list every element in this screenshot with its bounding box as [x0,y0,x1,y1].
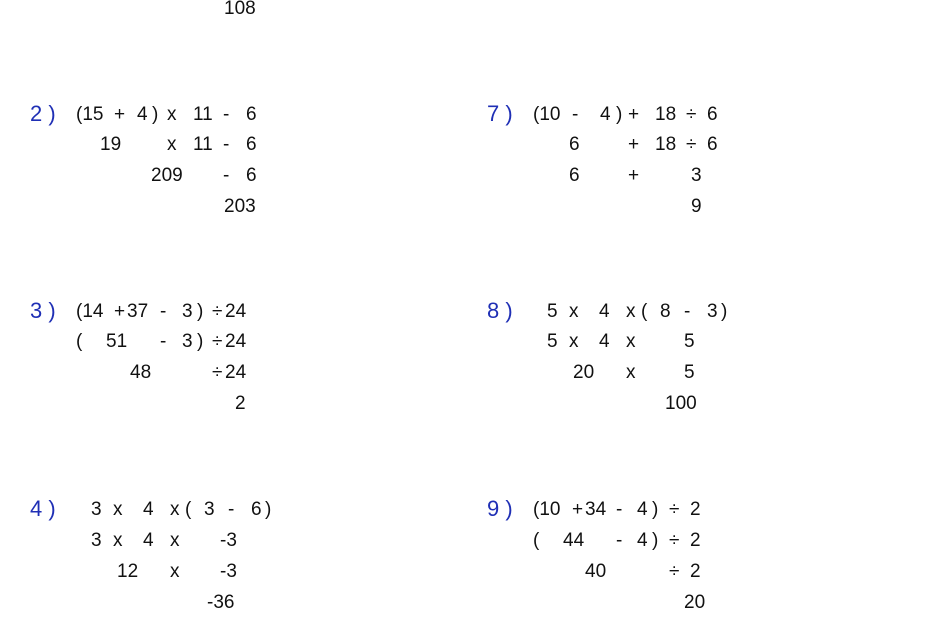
step-token: 12 [117,561,139,582]
step-token: ) [152,104,159,125]
step-token: - [616,530,623,551]
step-token: x [569,331,579,352]
step-token: - [684,301,691,322]
step-token: 6 [707,104,718,125]
step-token: 5 [547,301,558,322]
step-token: 4 [143,499,154,520]
step-token: ÷ [212,362,223,383]
step-token: 3 [691,165,702,186]
step-token: ÷ [686,134,697,155]
problem-number: 8 ) [487,298,513,323]
step-token: -3 [220,530,237,551]
step-token: 4 [599,331,610,352]
step-token: 48 [130,362,152,383]
step-token: x [626,301,636,322]
step-token: - [223,134,230,155]
step-token: ) [197,301,204,322]
step-token: 18 [655,104,677,125]
step-token: x [569,301,579,322]
step-token: 11 [193,134,213,155]
step-token: 2 [690,530,701,551]
step-result: 203 [224,196,256,217]
step-token: ) [197,331,204,352]
step-token: x [170,499,180,520]
step-token: 24 [225,301,247,322]
step-token: 3 [91,499,102,520]
step-token: 2 [690,561,701,582]
step-token: x [167,104,177,125]
step-token: ( [533,530,540,551]
step-token: 3 [204,499,215,520]
step-token: x [170,561,180,582]
step-token: 6 [246,134,257,155]
step-token: 3 [707,301,718,322]
step-token: x [170,530,180,551]
step-token: - [572,104,579,125]
step-token: ÷ [686,104,697,125]
step-result: 9 [691,196,702,217]
step-token: 34 [585,499,607,520]
step-token: + [114,301,126,322]
step-token: + [572,499,584,520]
step-token: (15 [76,104,104,125]
step-token: 3 [182,301,193,322]
step-token: 4 [599,301,610,322]
step-token: 44 [563,530,585,551]
step-token: ) [652,530,659,551]
step-token: 8 [660,301,671,322]
step-token: - [616,499,623,520]
previous-problem-result: 108 [224,0,256,19]
step-token: + [628,165,640,186]
step-token: -3 [220,561,237,582]
step-token: 5 [547,331,558,352]
step-token: - [223,104,230,125]
step-token: ) [721,301,728,322]
step-token: (14 [76,301,104,322]
step-token: 4 [637,499,648,520]
step-token: 24 [225,362,247,383]
step-token: 6 [246,165,257,186]
step-result: 2 [235,393,246,414]
problem-number: 3 ) [30,298,56,323]
step-token: + [628,104,640,125]
problem-number: 7 ) [487,101,513,126]
step-token: x [167,134,177,155]
step-token: 4 [600,104,611,125]
step-token: x [626,362,636,383]
step-token: ÷ [669,530,680,551]
step-token: - [223,165,230,186]
step-token: - [228,499,235,520]
step-token: ÷ [669,499,680,520]
step-result: -36 [207,592,235,613]
step-token: x [626,331,636,352]
problem-number: 2 ) [30,101,56,126]
step-token: - [160,301,167,322]
step-token: ) [652,499,659,520]
step-token: 5 [684,331,695,352]
step-token: 2 [690,499,701,520]
step-token: 40 [585,561,607,582]
step-token: x [113,530,123,551]
step-token: 6 [251,499,262,520]
step-token: 6 [569,134,580,155]
step-token: 18 [655,134,677,155]
step-token: 51 [106,331,128,352]
step-token: + [114,104,126,125]
step-token: 3 [182,331,193,352]
step-token: ÷ [669,561,680,582]
step-token: 6 [707,134,718,155]
step-token: 4 [637,530,648,551]
step-token: ( [76,331,83,352]
step-token: 6 [246,104,257,125]
step-token: 20 [573,362,595,383]
step-token: 6 [569,165,580,186]
step-token: 37 [127,301,149,322]
problem-number: 9 ) [487,496,513,521]
step-result: 100 [665,393,697,414]
step-token: x [113,499,123,520]
step-token: 4 [143,530,154,551]
step-token: 209 [151,165,183,186]
step-token: ( [185,499,192,520]
step-token: 24 [225,331,247,352]
step-token: 5 [684,362,695,383]
step-token: (10 [533,499,561,520]
step-token: 11 [193,104,213,125]
step-token: ) [265,499,272,520]
step-token: - [160,331,167,352]
step-token: + [628,134,640,155]
step-token: 3 [91,530,102,551]
step-token: ÷ [212,301,223,322]
step-token: ( [641,301,648,322]
step-token: ÷ [212,331,223,352]
step-result: 20 [684,592,706,613]
step-token: 4 [137,104,148,125]
step-token: (10 [533,104,561,125]
step-token: ) [616,104,623,125]
step-token: 19 [100,134,122,155]
problem-number: 4 ) [30,496,56,521]
